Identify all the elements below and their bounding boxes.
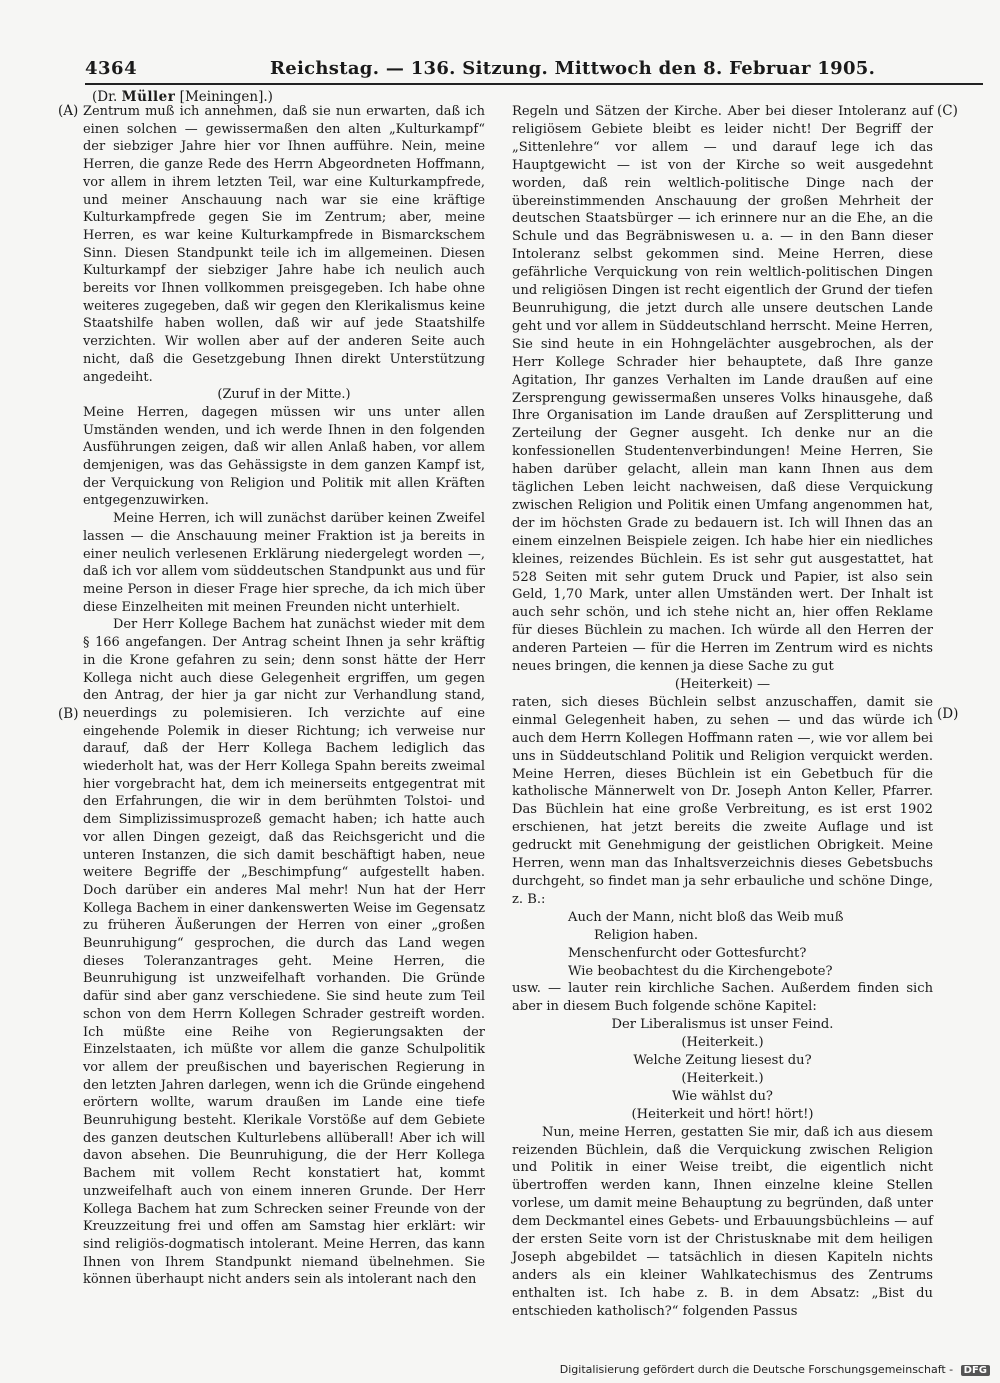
quote-line-4: Der Liberalismus ist unser Feind. <box>611 1017 834 1033</box>
right-column <box>512 103 933 1328</box>
right-paragraph-3: usw. — lauter rein kirchliche Sachen. Außerdem finden sich aber in diesem Buch folgende schöne Kapitel: <box>512 981 933 1015</box>
right-interjection-2: (Heiterkeit.) <box>681 1035 764 1051</box>
quote-line-3: Wie beobachtest du die Kirchengebote? <box>568 963 833 979</box>
speaker-name: Müller <box>121 89 176 105</box>
margin-mark-a: (A) <box>58 103 79 119</box>
quote-line-6: Wie wählst du? <box>672 1088 773 1104</box>
right-paragraph-4: Nun, meine Herren, gestatten Sie mir, daß ich aus diesem reizenden Büchlein, daß die Verquickung zwischen Religion und Politik in einer Weise treibt, die eigentlich nicht übertroffen werden kann, Ihnen einzelne kleine Stellen vorlese, um damit meine Behauptung zu begründen, daß unter dem Deckmantel eines Gebets- und Erbauungsbüchleins — auf der ersten Seite vorn ist der Christusknabe mit dem heiligen Joseph abgebildet — tatsächlich in diesen Kapiteln nichts anders als ein kleiner Wahlkatechismus des Zentrums enthalten ist. Ich habe z. B. in dem Absatz: „Bist du entschieden katholisch?“ folgenden Passus <box>512 1124 933 1319</box>
left-paragraph-1: Zentrum muß ich annehmen, daß sie nun erwarten, daß ich einen solchen — gewissermaßen den alten „Kulturkampf“ der siebziger Jahre hier vor Ihnen aufführe. Nein, meine Herren, die ganze Rede des Herrn Abgeordneten Hoffmann, vor allem in ihrem letzten Teil, war eine Kulturkampfrede, und meiner Anschauung nach war sie eine kräftige Kulturkampfrede gegen Sie im Zentrum; aber, meine Herren, es war keine Kulturkampfrede in Bismarckschem Sinn. Diesen Standpunkt teile ich im allgemeinen. Diesen Kulturkampf der siebziger Jahre habe ich neulich auch bereits vor Ihnen vollkommen preisgegeben. Ich habe ohne weiteres zugegeben, daß wir gegen den Klerikalismus keine Staatshilfe haben wollen, daß wir auf jede Staatshilfe verzichten. Wir wollen aber auf der anderen Seite auch nicht, daß die Gesetzgebung Ihnen direkt Unterstützung angedeiht. <box>83 104 485 385</box>
right-interjection-3: (Heiterkeit.) <box>681 1070 764 1086</box>
right-interjection-1: (Heiterkeit) — <box>674 677 771 692</box>
right-paragraph-1: Regeln und Sätzen der Kirche. Aber bei dieser Intoleranz auf religiösem Gebiete bleibt es leider nicht! Der Begriff der „Sittenlehre“ vor allem — und darauf lege ich das Hauptgewicht — ist von der Kirche so weit ausgedehnt worden, daß rein weltlich-politische Dinge nach der übereinstimmenden Anschauung der großen Mehrheit der deutschen Staatsbürger — ich erinnere nur an die Ehe, an die Schule und das Begräbniswesen u. a. — in den Bann dieser Intoleranz selbst gekommen sind. Meine Herren, diese gefährliche Verquickung von rein weltlich-politischen Dingen und religiösen Dingen ist recht eigentlich der Grund der tiefen Beunruhigung, die jetzt durch alle unsere deutschen Lande geht und vor allem in Süddeutschland herrscht. Meine Herren, Sie sind heute in ein Hohngelächter ausgebrochen, als der Herr Kollege Schrader hier behauptete, daß Ihre ganze Agitation, Ihr ganzes Verhalten im Lande draußen auf eine Zersprengung gewissermaßen unseres Volks hinausgehe, daß Ihre Organisation im Lande draußen auf Zersplitterung und Zerteilung der Gegner ausgeht. Ich denke nur an die konfessionellen Studentenverbindungen! Meine Herren, Sie haben darüber gelacht, allein man kann Ihnen aus dem täglichen Leben leicht nachweisen, daß diese Verquickung zwischen Religion und Politik einen Umfang angenommen hat, der im höchsten Grade zu bedauern ist. Ich will Ihnen das an einem einzelnen Beispiele zeigen. Ich habe hier ein niedliches kleines, reizendes Büchlein. Es ist sehr gut ausgestattet, hat 528 Seiten mit sehr gutem Druck und Papier, ist also sein Geld, 1,70 Mark, unter allen Umständen wert. Der Inhalt ist auch sehr schön, und ich stehe nicht an, hier offen Reklame für dieses Büchlein zu machen. Ich würde all den Herren der anderen Parteien — für die Herren im Zentrum wird es nichts neues bringen, die kennen ja diese Sache zu gut <box>512 104 933 675</box>
margin-mark-d: (D) <box>937 706 959 722</box>
left-paragraph-2: Meine Herren, dagegen müssen wir uns unter allen Umständen wenden, und ich werde Ihnen in den folgenden Ausführungen zeigen, daß wir allen Anlaß haben, vor allem demjenigen, was das Gehässigste in dem ganzen Kampf ist, der Verquickung von Religion und Politik mit allen Kräften entgegenzuwirken. <box>83 404 485 509</box>
left-paragraph-3: Meine Herren, ich will zunächst darüber keinen Zweifel lassen — die Anschauung meiner Fraktion ist ja bereits in einer neulich verlesenen Erklärung niedergelegt worden —, daß ich vor allem vom süddeutschen Standpunkt aus und für meine Person in dieser Frage hier spreche, da ich mich über diese Einzelheiten mit meinen Freunden nicht unterhielt. <box>83 511 485 615</box>
right-interjection-4: (Heiterkeit und hört! hört!) <box>631 1106 814 1122</box>
funding-footer <box>560 1363 990 1376</box>
speaker-prefix: (Dr. <box>92 89 118 105</box>
footer-text: Digitalisierung gefördert durch die Deutsche Forschungsgemeinschaft - <box>559 1363 954 1376</box>
margin-mark-b: (B) <box>58 706 79 722</box>
page-number: 4364 <box>85 58 138 79</box>
quote-line-5: Welche Zeitung liesest du? <box>633 1053 812 1069</box>
dfg-logo-icon: DFG <box>961 1365 990 1376</box>
left-interjection-1: (Zuruf in der Mitte.) <box>217 387 351 403</box>
margin-mark-c: (C) <box>937 103 958 119</box>
quote-line-2: Menschenfurcht oder Gottesfurcht? <box>568 945 807 961</box>
page-header <box>85 58 983 84</box>
quote-line-1a: Auch der Mann, nicht bloß das Weib muß <box>568 909 844 925</box>
left-paragraph-4: Der Herr Kollege Bachem hat zunächst wieder mit dem § 166 angefangen. Der Antrag scheint Ihnen ja sehr kräftig in die Krone gefahren zu sein; denn sonst hätte der Herr Kollega nicht auch diese Gelegenheit ergriffen, um gegen den Antrag, der hier ja gar nicht zur Verhandlung stand, neuerdings zu polemisieren. Ich verzichte auf eine eingehende Polemik in dieser Richtung; ich verweise nur darauf, daß der Herr Kollega Bachem lediglich das wiederholt hat, was der Herr Kollega Spahn bereits zweimal hier vorgebracht hat, dem ich meinerseits entgegentrat mit den Erfahrungen, die wir in dem berühmten Tolstoi- und dem Simplizissimusprozeß gemacht haben; ich hatte auch vor allen Dingen gezeigt, daß das Reichsgericht und die unteren Instanzen, die sich damit beschäftigt haben, neue weitere Begriffe der „Beschimpfung“ aufgestellt haben. Doch darüber ein anderes Mal mehr! Nun hat der Herr Kollega Bachem in einer dankenswerten Weise im Gegensatz zu früheren Äußerungen der Herren von einer „großen Beunruhigung“ gesprochen, die durch das Land wegen dieses Toleranzantrages geht. Meine Herren, die Beunruhigung ist unzweifelhaft vorhanden. Die Gründe dafür sind aber ganz verschiedene. Sie sind heute zum Teil schon von dem Herrn Kollegen Schrader gestreift worden. Ich müßte eine Reihe von Regierungsakten der Einzelstaaten, ich müßte vor allem die ganze Schulpolitik vor allem der preußischen und bayerischen Regierung in den letzten Jahren darlegen, wenn ich die Gründe eingehend erörtern wollte, warum draußen im Lande eine tiefe Beunruhigung besteht. Klerikale Vorstöße auf dem Gebiete des ganzen deutschen Kulturlebens allüberall! Aber ich will davon absehen. Die Beunruhigung, die der Herr Kollega Bachem mit vollem Recht konstatiert hat, kommt unzweifelhaft auch von einem inneren Grunde. Der Herr Kollega Bachem hat zum Schrecken seiner Freunde von der Kreuzzeitung frei und offen am Samstag hier erklärt: wir sind religiös-dogmatisch intolerant. Meine Herren, das kann Ihnen von Ihrem Standpunkt niemand übelnehmen. Sie können überhaupt nicht anders sein als intolerant nach den <box>83 617 485 1288</box>
right-paragraph-2: raten, sich dieses Büchlein selbst anzuschaffen, damit sie einmal Gelegenheit haben, zu sehen — und das würde ich auch dem Herrn Kollegen Hoffmann raten —, wie vor allem bei uns in Süddeutschland Politik und Religion verquickt werden. Meine Herren, dieses Büchlein ist ein Gebetbuch für die katholische Männerwelt von Dr. Joseph Anton Keller, Pfarrer. Das Büchlein hat eine große Verbreitung, es ist erst 1902 erschienen, hat jetzt bereits die zweite Auflage und ist gedruckt mit Genehmigung der geistlichen Obrigkeit. Meine Herren, wenn man das Inhaltsverzeichnis dieses Gebetsbuchs durchgeht, so findet man ja sehr erbauliche und schöne Dinge, z. B.: <box>512 694 933 907</box>
header-rule <box>85 83 983 85</box>
speaker-suffix: [Meiningen].) <box>179 89 273 105</box>
running-title: Reichstag. — 136. Sitzung. Mittwoch den 8. Februar 1905. <box>270 58 876 79</box>
left-column <box>83 103 485 1328</box>
quote-line-1b: Religion haben. <box>594 927 698 943</box>
